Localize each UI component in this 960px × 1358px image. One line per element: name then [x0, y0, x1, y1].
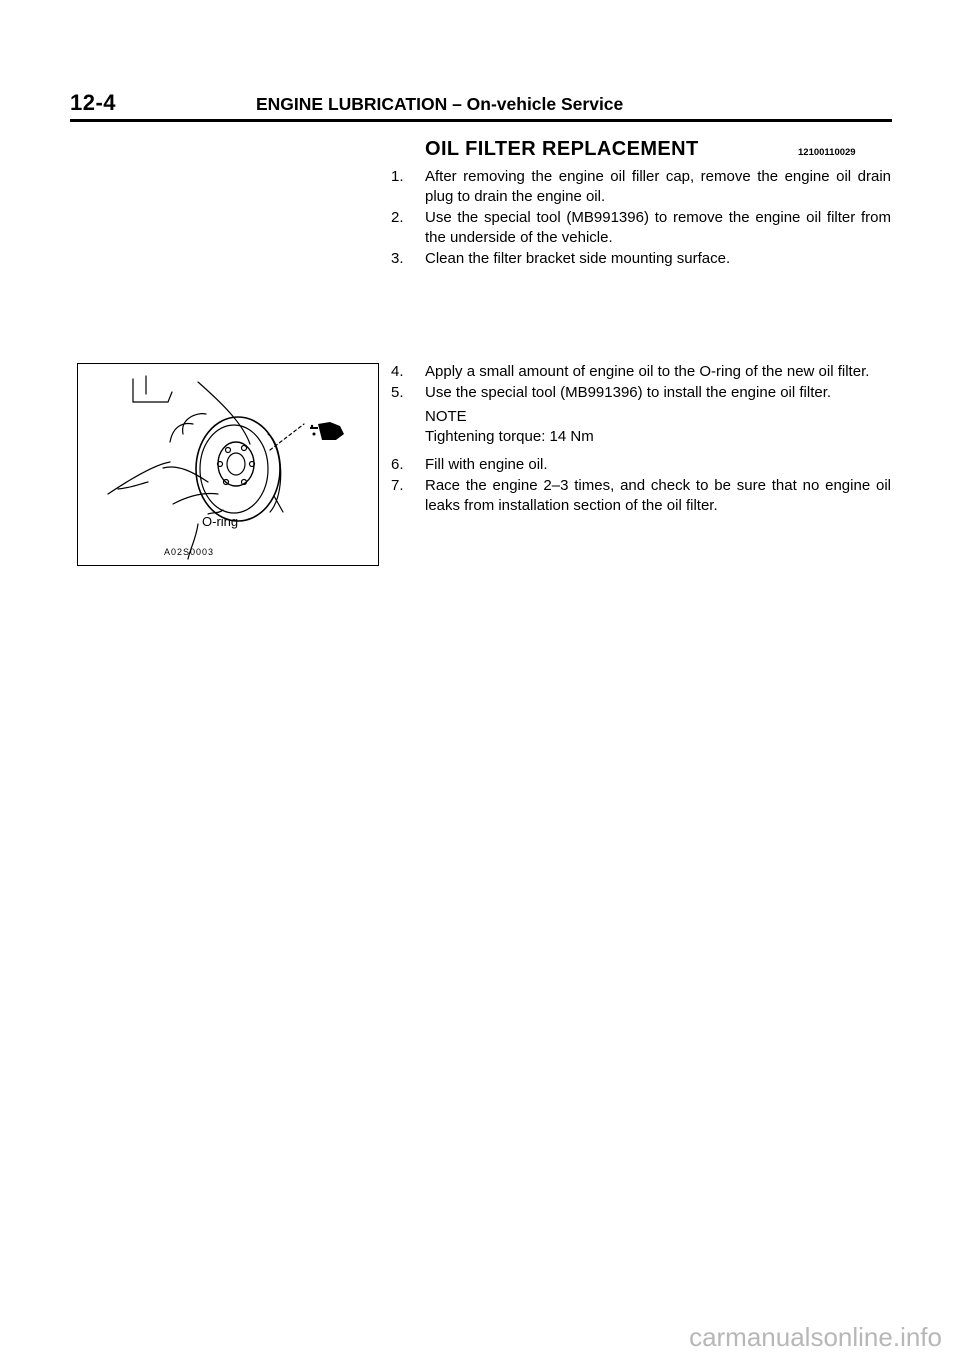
step-text: Use the special tool (MB991396) to remove the engine oil filter from the underside of the vehicle.	[425, 209, 891, 246]
step-number: 4.	[391, 363, 404, 380]
list-item	[391, 476, 891, 516]
figure-code: A02S0003	[164, 547, 215, 557]
header-rule	[70, 119, 892, 122]
watermark: carmanualsonline.info	[689, 1322, 942, 1352]
o-ring-label: O-ring	[202, 514, 239, 529]
page-number: 12-4	[70, 90, 117, 115]
section-title: OIL FILTER REPLACEMENT	[425, 138, 699, 160]
section-ref-code: 12100110029	[798, 147, 856, 158]
list-item	[391, 362, 891, 382]
step-text: Fill with engine oil.	[425, 456, 548, 473]
oil-can-icon	[310, 422, 344, 440]
step-number: 5.	[391, 384, 404, 401]
step-number: 6.	[391, 456, 404, 473]
note-label: NOTE	[425, 408, 467, 425]
page-header	[70, 86, 892, 122]
step-text: Race the engine 2–3 times, and check to be sure that no engine oil leaks from installation section of the oil filter.	[425, 477, 891, 514]
list-item	[391, 208, 891, 248]
step-text: Apply a small amount of engine oil to the O-ring of the new oil filter.	[425, 363, 870, 380]
step-text: After removing the engine oil filler cap, remove the engine oil drain plug to drain the engine oil.	[425, 168, 891, 205]
note	[425, 407, 891, 447]
oil-filter-figure	[77, 363, 379, 566]
step-number: 1.	[391, 168, 404, 185]
chapter-title: ENGINE LUBRICATION – On-vehicle Service	[256, 94, 624, 114]
list-item	[391, 167, 891, 207]
list-item	[391, 383, 891, 403]
steps-removal	[391, 167, 891, 270]
step-number: 7.	[391, 477, 404, 494]
step-text: Use the special tool (MB991396) to install the engine oil filter.	[425, 384, 832, 401]
steps-installation	[391, 362, 891, 517]
step-number: 3.	[391, 250, 404, 267]
note-text: Tightening torque: 14 Nm	[425, 428, 594, 445]
oil-filter-illustration	[78, 364, 378, 564]
step-text: Clean the filter bracket side mounting surface.	[425, 250, 731, 267]
list-item	[391, 455, 891, 475]
step-number: 2.	[391, 209, 404, 226]
list-item	[391, 249, 891, 269]
